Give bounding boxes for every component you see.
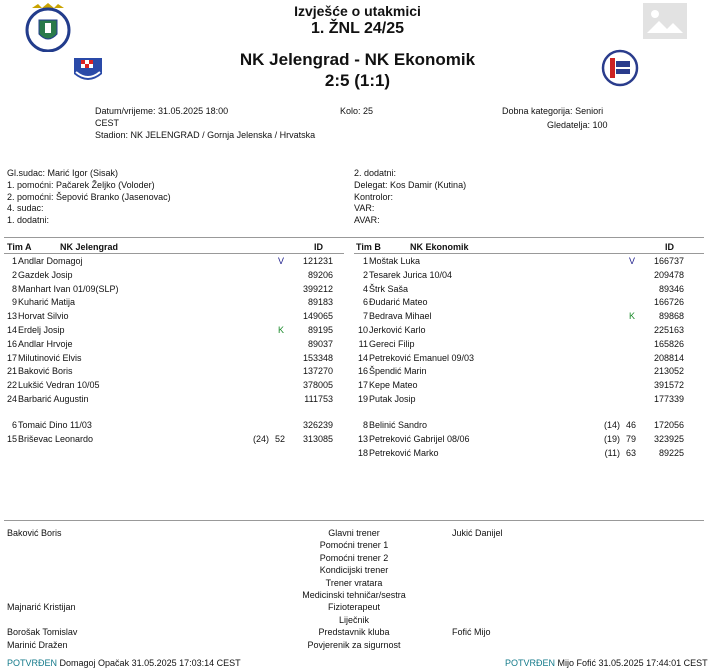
sub-number: 13 [357, 433, 368, 444]
player-id: 111753 [304, 394, 333, 404]
divider [4, 253, 344, 254]
player-name: Manhart Ivan 01/09(SLP) [18, 283, 119, 294]
officials-right [354, 168, 466, 227]
player-id: 153348 [302, 352, 333, 363]
player-number: 7 [362, 311, 368, 322]
sub-minute: 79 [625, 433, 636, 444]
sub-minute: 63 [625, 447, 636, 458]
sub-id: 89225 [658, 447, 684, 458]
player-name: Baković Boris [18, 366, 73, 377]
sub-name: Petreković Gabrijel 08/06 [369, 433, 470, 444]
player-name: Tesarek Jurica 10/04 [369, 269, 453, 280]
staff-home: Marinić Dražen [7, 639, 68, 650]
player-name: Gazdek Josip [18, 269, 73, 280]
player-id: 89206 [307, 269, 333, 280]
footer-right: POTVRĐEN Mijo Fofić 31.05.2025 17:44:01 CEST [505, 658, 708, 668]
player-name: Barbarić Augustin [18, 394, 89, 404]
player-name: Jerković Karlo [369, 325, 426, 335]
player-number: 24 [6, 394, 17, 404]
player-id: 89037 [307, 338, 333, 349]
player-name: Đudarić Mateo [369, 297, 428, 308]
official-label: 2. dodatni: [354, 168, 397, 178]
official-row [7, 203, 171, 215]
player-number: 10 [357, 325, 368, 335]
player-name: Putak Josip [369, 394, 416, 404]
sub-name: Petreković Marko [369, 447, 439, 458]
player-name: Kepe Mateo [369, 380, 418, 391]
player-number: 17 [6, 352, 17, 363]
sub-replaced: (11) [604, 447, 620, 458]
player-name: Kuharić Matija [18, 297, 76, 308]
player-number: 21 [6, 366, 17, 377]
player-name: Bedrava Mihael [369, 311, 432, 322]
stadium-info: Stadion: NK JELENGRAD / Gornja Jelenska / Hrvatska [95, 130, 316, 140]
staff-away: Jukić Danijel [452, 528, 503, 538]
match-score: 2:5 (1:1) [324, 71, 391, 90]
player-id: 399212 [302, 283, 333, 294]
official-row [7, 192, 171, 204]
sub-replaced: (24) [252, 433, 269, 444]
staff-role: Povjerenik za sigurnost [307, 639, 401, 650]
staff-role: Glavni trener [328, 528, 380, 538]
sub-number: 8 [362, 420, 368, 430]
official-label: Gl.sudac: [7, 168, 46, 178]
player-name: Horvat Silvio [18, 311, 69, 322]
player-number: 16 [6, 338, 17, 349]
player-number: 1 [11, 256, 17, 266]
player-id: 391572 [653, 380, 684, 391]
staff-role: Predstavnik kluba [318, 627, 390, 638]
timezone: CEST [95, 118, 120, 128]
sub-minute: 46 [625, 420, 636, 430]
sub-number: 18 [357, 447, 368, 458]
sub-name: Belinić Sandro [369, 420, 428, 430]
team-b-name: NK Ekonomik [410, 242, 469, 252]
divider [4, 237, 704, 238]
official-row [354, 215, 466, 227]
player-number: 14 [357, 352, 368, 363]
official-value: Šepović Branko (Jasenovac) [56, 191, 171, 202]
staff-away: Fofić Mijo [452, 627, 491, 638]
round-info: Kolo: 25 [340, 106, 374, 116]
status-badge: POTVRĐEN [505, 658, 556, 668]
official-row [354, 168, 466, 180]
captain-mark: K [278, 325, 285, 335]
staff-role: Fizioterapeut [327, 602, 381, 613]
datetime-info: Datum/vrijeme: 31.05.2025 18:00 [95, 106, 229, 116]
sub-minute: 52 [274, 433, 285, 444]
sub-id: 313085 [302, 433, 333, 444]
footer-left: POTVRĐEN Domagoj Opačak 31.05.2025 17:03:14 CEST [7, 658, 241, 668]
player-number: 14 [6, 325, 17, 335]
staff-role: Liječnik [338, 614, 369, 625]
player-number: 6 [362, 297, 368, 308]
sub-id: 172056 [653, 420, 684, 430]
staff-role: Kondicijski trener [319, 565, 389, 576]
official-label: Delegat: [354, 179, 388, 190]
official-label: 1. pomoćni: [7, 179, 54, 190]
player-number: 4 [362, 283, 368, 294]
staff-home: Borošak Tomislav [7, 627, 78, 638]
official-label: 1. dodatni: [7, 215, 50, 226]
sub-replaced: (19) [603, 433, 620, 444]
team-b-id-header: ID [665, 242, 674, 252]
player-number: 11 [358, 338, 368, 349]
divider [4, 520, 704, 521]
player-name: Milutinović Elvis [18, 352, 82, 363]
officials-left [7, 168, 171, 227]
official-value: Marić Igor (Sisak) [47, 168, 119, 178]
player-id: 89183 [307, 297, 333, 308]
player-number: 17 [357, 380, 368, 391]
staff-home: Majnarić Kristijan [7, 602, 76, 613]
league-title: 1. ŽNL 24/25 [310, 20, 405, 37]
sub-name: Tomaić Dino 11/03 [18, 420, 92, 430]
player-name: Lukšić Vedran 10/05 [18, 380, 100, 391]
player-name: Erdelj Josip [18, 325, 65, 335]
player-number: 2 [11, 269, 17, 280]
player-number: 1 [362, 256, 368, 266]
report-title: Izvješće o utakmici [294, 3, 421, 19]
category-info: Dobna kategorija: Seniori [502, 106, 604, 116]
player-id: 225163 [653, 325, 684, 335]
player-number: 8 [11, 283, 17, 294]
player-id: 209478 [653, 269, 684, 280]
player-id: 166737 [653, 256, 684, 266]
staff-role: Pomoćni trener 1 [319, 540, 389, 551]
sub-number: 6 [11, 420, 17, 430]
player-number: 19 [357, 394, 368, 404]
match-title: NK Jelengrad - NK Ekonomik [239, 50, 476, 69]
goalkeeper-mark: V [629, 256, 636, 266]
player-name: Štrk Saša [369, 283, 409, 294]
team-a-name: NK Jelengrad [60, 242, 119, 252]
player-number: 2 [362, 269, 368, 280]
official-row [354, 192, 466, 204]
player-id: 137270 [302, 366, 333, 377]
sub-replaced: (14) [603, 420, 620, 430]
player-id: 378005 [302, 380, 333, 391]
sub-name: Briševac Leonardo [18, 433, 94, 444]
goalkeeper-mark: V [278, 256, 285, 266]
official-label: 2. pomoćni: [7, 191, 54, 202]
official-label: VAR: [354, 203, 375, 214]
staff-role: Pomoćni trener 2 [319, 552, 389, 563]
official-row [7, 215, 171, 227]
official-value: Kos Damir (Kutina) [390, 179, 467, 190]
official-label: Kontrolor: [354, 191, 394, 202]
divider [354, 253, 704, 254]
team-a-id-header: ID [314, 242, 323, 252]
player-number: 9 [11, 297, 17, 308]
player-id: 213052 [653, 366, 684, 377]
player-number: 16 [357, 366, 368, 377]
official-label: 4. sudac: [7, 203, 44, 214]
player-id: 177339 [653, 394, 684, 404]
player-id: 89195 [307, 325, 333, 335]
sub-id: 323925 [653, 433, 684, 444]
official-value: Pačarek Željko (Voloder) [56, 179, 155, 190]
official-row [354, 180, 466, 192]
player-name: Petreković Emanuel 09/03 [369, 352, 475, 363]
official-row [354, 203, 466, 215]
player-id: 149065 [302, 311, 333, 322]
player-id: 89868 [658, 311, 684, 322]
staff-role: Medicinski tehničar/sestra [302, 590, 406, 600]
captain-mark: K [629, 311, 636, 322]
official-label: AVAR: [354, 215, 380, 226]
team-b-label: Tim B [356, 242, 381, 252]
player-name: Andlar Hrvoje [18, 338, 73, 349]
team-a-label: Tim A [7, 242, 32, 252]
player-id: 165826 [653, 338, 684, 349]
status-badge: POTVRĐEN [7, 658, 58, 668]
player-id: 166726 [653, 297, 684, 308]
sub-id: 326239 [302, 420, 333, 430]
player-id: 208814 [653, 352, 684, 363]
player-name: Gereci Filip [369, 338, 415, 349]
player-name: Moštak Luka [369, 256, 421, 266]
staff-home: Baković Boris [7, 528, 62, 538]
sub-number: 15 [6, 433, 17, 444]
official-row [7, 180, 171, 192]
player-number: 13 [6, 311, 17, 322]
player-name: Andlar Domagoj [18, 256, 83, 266]
player-id: 89346 [658, 283, 684, 294]
player-id: 121231 [302, 256, 333, 266]
player-number: 22 [6, 380, 17, 391]
staff-role: Trener vratara [325, 577, 383, 588]
spectators-info: Gledatelja: 100 [547, 120, 608, 130]
player-name: Špendić Marin [369, 366, 427, 377]
official-row [7, 168, 171, 180]
